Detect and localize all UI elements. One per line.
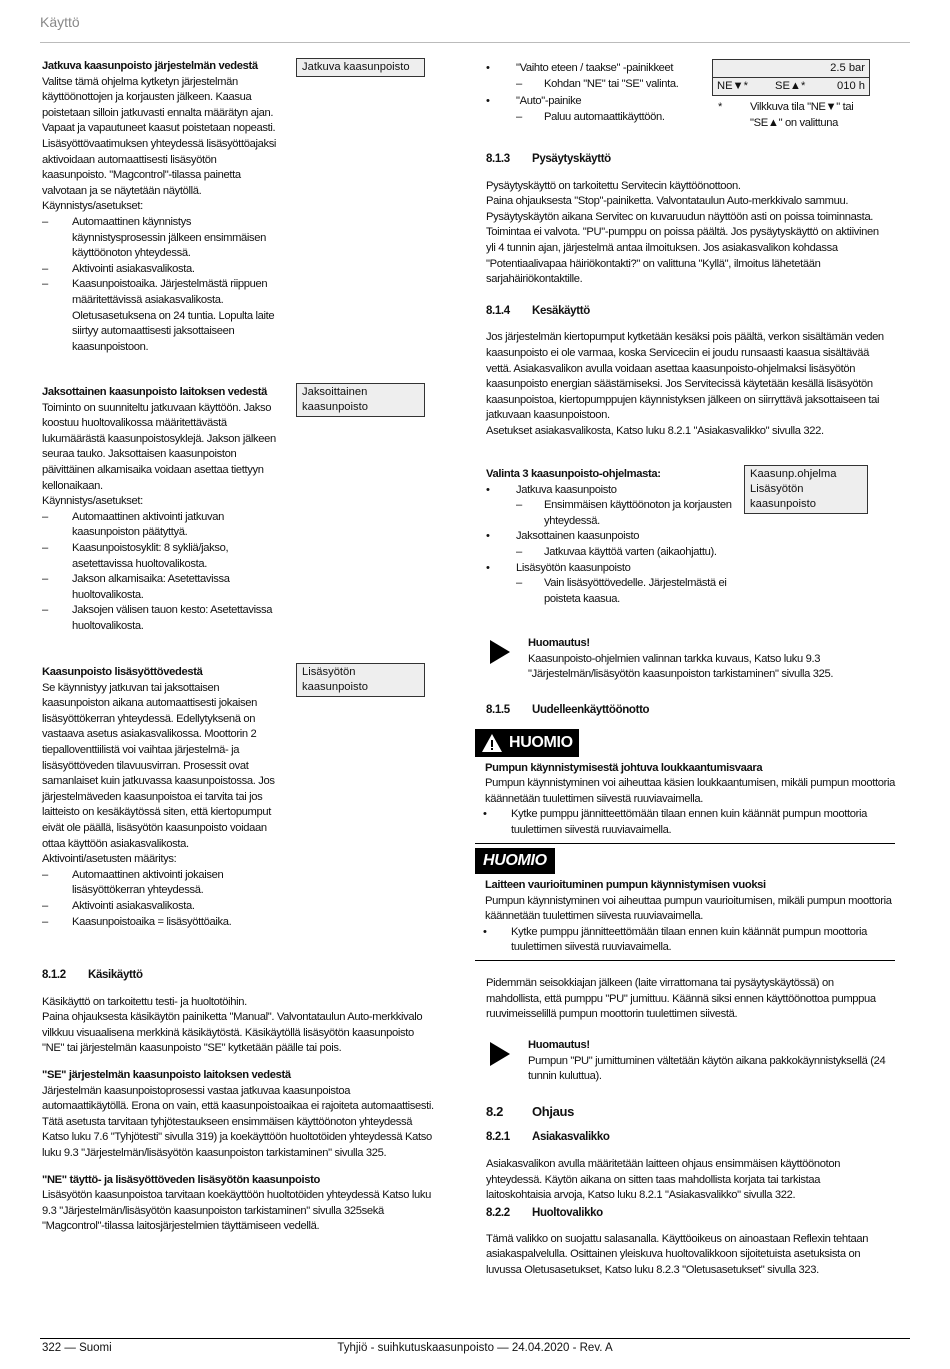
note-title: Huomautus! bbox=[528, 1039, 590, 1051]
header-rule bbox=[40, 42, 910, 43]
stop-p1: Pysäytyskäyttö on tarkoitettu Servitecin käyttöönottoon. bbox=[486, 179, 741, 192]
se-title: "SE" järjestelmän kaasunpoisto laitoksen vedestä bbox=[42, 1068, 291, 1081]
list-item: – Kaasunpoistosyklit: 8 sykliä/jakso, asetettavissa huoltovalikosta. bbox=[42, 541, 282, 572]
display-pressure: 2.5 bar bbox=[830, 62, 865, 74]
makeup-title: Kaasunpoisto lisäsyöttövedestä bbox=[42, 666, 203, 678]
summer-num: 8.1.4 bbox=[486, 304, 510, 317]
continuous-body: Valitse tämä ohjelma kytketyn järjestelmän käyttöönottojen ja korjausten jälkeen. Kaasua poistetaan silloin jatkuvasti ennalta määrätyn ajan. Vapaat ja vapautuneet kaasut poistetaan nopeasti. Lisäsyöttövaatimuksen yhteydessä lisäsyöttöajaksi aktivoidaan automaattisesti lisäsyötön kaasunpoisto. "Magcontrol"-tilassa painetta valvotaan ja se näytetään näytöllä. bbox=[42, 75, 277, 197]
list-item: • Jatkuva kaasunpoisto bbox=[486, 483, 736, 499]
notice-title: Laitteen vaurioituminen pumpun käynnistymisen vuoksi bbox=[485, 879, 766, 891]
continuous-label: Käynnistys/asetukset: bbox=[42, 200, 143, 213]
display-footnote bbox=[718, 100, 888, 131]
interval-body: Toiminto on suunniteltu jatkuvaan käyttöön. Jakso koostuu huoltovalikossa määritettävästä lukumäärästä kaasunpoistosyklejä. Jakson jälkeen seuraa tauko. Jaksottaisen kaasunpoiston päivittäinen alkamisaika voidaan asettaa tiettyyn kellonaikaan. bbox=[42, 401, 276, 492]
footer-rule bbox=[40, 1338, 910, 1339]
note-arrow-icon bbox=[490, 1042, 510, 1066]
section-continuous bbox=[42, 59, 282, 355]
service-title: Huoltovalikko bbox=[532, 1206, 603, 1219]
notice-body: Pumpun käynnistyminen voi aiheuttaa pumpun vaurioitumisen, mikäli pumpun moottoria käännetään tuulettimen siivesta ruuviavaimella. bbox=[485, 894, 892, 923]
caution-body: Pumpun käynnistyminen voi aiheuttaa käsien loukkaantumisen, mikäli pumpun moottoria käännetään tuulettimen siivestä ruuviavaimella. bbox=[485, 777, 895, 805]
list-item: – Jakson alkamisaika: Asetettavissa huoltovalikosta. bbox=[42, 572, 282, 603]
list-item: – Kaasunpoistoaika = lisäsyöttöaika. bbox=[42, 915, 282, 931]
list-item: • Lisäsyötön kaasunpoisto bbox=[486, 561, 736, 577]
list-item: – Ensimmäisen käyttöönoton ja korjausten yhteydessä. bbox=[486, 498, 736, 529]
stop-p2: Paina ohjauksesta "Stop"-painiketta. Valvontataulun Auto-merkkivalo sammuu. Pysäytyskäytön aikana Servitec on kuvaruudun näyttöön asti on poissa toiminnasta. Toimintaa ei valvota. "PU"-pumppu on poissa päältä. Jos pysäytyskäyttö on aktiivinen yli 4 tunnin ajan, järjestelmä antaa ilmoituksen. Jos asiakasvalikon kohdassa "Potentiaalivapaa häiriökontakti?" on valittuna "Kyllä", ilmoitus lähetetään sarjahäiriökontaktille. bbox=[486, 195, 879, 286]
list-item: – Paluu automaattikäyttöön. bbox=[486, 110, 701, 126]
summer-title: Kesäkäyttö bbox=[532, 304, 590, 317]
list-item: – Automaattinen aktivointi jokaisen lisäsyöttökerran yhteydessä. bbox=[42, 868, 282, 899]
list-item: – Kaasunpoistoaika. Järjestelmästä riippuen määritettävissä asiakasvalikosta. Oletusasetuksena on 24 tuntia. Lopulta laite siirtyy automaattisesti jaksottaiseen kaasunpoistoon. bbox=[42, 277, 282, 355]
program-box bbox=[744, 465, 868, 514]
footer-page: 322 — Suomi bbox=[42, 1342, 112, 1354]
section-makeup bbox=[42, 665, 282, 930]
caution-title: Pumpun käynnistymisestä johtuva loukkaantumisvaara bbox=[485, 761, 763, 774]
section-choice bbox=[486, 467, 736, 607]
footnote-text: Vilkkuva tila "NE▼" tai "SE▲" on valittuna bbox=[750, 101, 854, 129]
service-heading bbox=[486, 1206, 886, 1222]
manual-heading bbox=[42, 968, 437, 984]
display-se: SE▲* bbox=[775, 80, 806, 92]
list-item: – Aktivointi asiakasvalikosta. bbox=[42, 262, 282, 278]
label-box-interval: Jaksoittainen kaasunpoisto bbox=[296, 383, 425, 417]
label-box-makeup: Lisäsyötön kaasunpoisto bbox=[296, 663, 425, 697]
customer-body: Asiakasvalikon avulla määritetään laitteen ohjaus ensimmäisen käyttöönoton yhteydessä. Käytön aikana on sitten taas mahdollista korjata tai tarkistaa laitoskohtaisia arvoja, Katso luku 8.2.1 "Asiakasvalikko" sivulla 322. bbox=[486, 1158, 841, 1202]
interval-title: Jaksottainen kaasunpoisto laitoksen vedestä bbox=[42, 386, 267, 398]
list-item: – Aktivointi asiakasvalikosta. bbox=[42, 899, 282, 915]
note-arrow-icon bbox=[490, 640, 510, 664]
warning-triangle-icon bbox=[481, 733, 503, 753]
caution-badge bbox=[475, 729, 579, 757]
customer-heading bbox=[486, 1130, 886, 1146]
customer-title: Asiakasvalikko bbox=[532, 1130, 610, 1143]
note-pump bbox=[486, 1038, 886, 1085]
customer-num: 8.2.1 bbox=[486, 1130, 510, 1143]
stop-num: 8.1.3 bbox=[486, 153, 510, 165]
section-interval bbox=[42, 385, 282, 635]
list-item: – Automaattinen käynnistys käynnistysprosessin jälkeen ensimmäisen käyttöönoton yhteydessä. bbox=[42, 215, 282, 262]
summer-p2: Asetukset asiakasvalikosta, Katso luku 8.2.1 "Asiakasvalikko" sivulla 322. bbox=[486, 424, 824, 437]
note-body: Kaasunpoisto-ohjelmien valinnan tarkka kuvaus, Katso luku 9.3 "Järjestelmän/lisäsyötön kaasunpoiston tarkistaminen" sivulla 325. bbox=[528, 652, 834, 681]
list-item: • "Vaihto eteen / taakse" -painikkeet bbox=[486, 61, 701, 77]
controller-display bbox=[712, 59, 870, 96]
note-programs bbox=[486, 636, 886, 683]
makeup-label: Aktivointi/asetusten määritys: bbox=[42, 853, 177, 866]
control-num: 8.2 bbox=[486, 1104, 504, 1119]
restart-title: Uudelleenkäyttöönotto bbox=[532, 704, 650, 716]
caution-rule bbox=[475, 843, 895, 844]
program-box-line1: Kaasunp.ohjelma bbox=[750, 468, 837, 480]
ne-body: Lisäsyötön kaasunpoistoa tarvitaan koekäyttöön huoltotöiden yhteydessä Katso luku 9.3 "Järjestelmän/lisäsyötön kaasunpoiston tarkistaminen" sivulla 325sekä "Magcontrol"-tilassa laitosjärjestelmien täyttämiseen vedellä. bbox=[42, 1189, 431, 1233]
keys-list bbox=[486, 61, 701, 125]
notice-box bbox=[475, 848, 895, 961]
continuous-title: Jatkuva kaasunpoisto järjestelmän vedestä bbox=[42, 60, 258, 72]
service-body: Tämä valikko on suojattu salasanalla. Käyttöoikeus on ainoastaan Reflexin tehtaan asiakaspalvelulla. Osittainen yleiskuva huoltovalikkoon sijoitetuista asetuksista on luvussa Oletusasetukset, Katso luku 8.2.3 "Oletusasetukset" sivulla 323. bbox=[486, 1232, 869, 1276]
idle-paragraph: Pidemmän seisokkiajan jälkeen (laite virrattomana tai pysäytyskäytössä) on mahdollista, että pumppu "PU" jumittuu. Käännä siksi ennen käyttöönottoa pumppua ruuvimeisselillä pumpun moottorin tuulettimen siivestä. bbox=[486, 977, 876, 1021]
control-heading bbox=[486, 1104, 886, 1120]
choice-title: Valinta 3 kaasunpoisto-ohjelmasta: bbox=[486, 468, 661, 480]
list-item: • Jaksottainen kaasunpoisto bbox=[486, 529, 736, 545]
manual-p1: Käsikäyttö on tarkoitettu testi- ja huoltotöihin. bbox=[42, 995, 247, 1008]
makeup-body: Se käynnistyy jatkuvan tai jaksottaisen kaasunpoiston aikana automaattisesti jokaisen lisäsyöttökerran yhteydessä. Edellytyksenä on vastaava asetus asiakasvalikossa. Moottorin 2 tiepalloventtiilistä voi vaihtaa järjestelmä- ja lisäsyöttöveden tilavuusvirran. Prosessit ovat samanlaiset kuin jatkuvassa kaasunpoistossa. Jos järjestelmäveden kaasunpoistoa ei tarvita tai jos laitteisto on kesäkäytössä siten, että kiertopumput eivät ole päällä, lisäsyötön kaasunpoisto voidaan ottaa käyttöön asiakasvalikosta. bbox=[42, 681, 275, 850]
display-ne: NE▼* bbox=[717, 80, 748, 92]
list-item: • Kytke pumppu jännitteettömään tilaan ennen kuin käännät pumpun moottoria tuulettimen siivestä ruuviavaimella. bbox=[483, 925, 895, 956]
list-item: • Kytke pumppu jännitteettömään tilaan ennen kuin käännät pumpun moottoria tuulettimen siivestä ruuviavaimella. bbox=[483, 807, 895, 838]
caution-box bbox=[475, 729, 895, 844]
display-status-row bbox=[713, 77, 869, 95]
summer-p1: Jos järjestelmän kiertopumput kytketään kesäksi pois päältä, verkon sisältämän veden kaasunpoisto ei ole varmaa, koska Serviceciin ei joudu runsaasti kaasua sisältävää vettä. Asiakasvalikon avulla voidaan asettaa kaasunpoisto-ohjelmaksi lisäsyötön kaasunpoisto energian säästämiseksi. Jos Servitecissä käytetään kesällä lisäsyötön kaasunpoistoa, kiertopumppujen käynnistyksen jälkeen on siirryttävä jaksottaiseen tai jatkuvaan kaasunpoistoon. bbox=[486, 331, 884, 422]
list-item: – Vain lisäsyöttövedelle. Järjestelmästä ei poisteta kaasua. bbox=[486, 576, 736, 607]
interval-label: Käynnistys/asetukset: bbox=[42, 495, 143, 508]
manual-num: 8.1.2 bbox=[42, 969, 66, 981]
stop-heading bbox=[486, 152, 886, 168]
restart-num: 8.1.5 bbox=[486, 704, 510, 716]
ne-title: "NE" täyttö- ja lisäsyöttöveden lisäsyötön kaasunpoisto bbox=[42, 1173, 320, 1186]
footer-title: Tyhjiö - suihkutuskaasunpoisto — 24.04.2020 - Rev. A bbox=[337, 1342, 613, 1354]
section-control bbox=[486, 1104, 886, 1278]
summer-heading bbox=[486, 304, 886, 320]
label-box-continuous: Jatkuva kaasunpoisto bbox=[296, 58, 425, 77]
section-stop bbox=[486, 152, 886, 440]
caution-label: HUOMIO bbox=[509, 734, 573, 752]
manual-title: Käsikäyttö bbox=[88, 969, 143, 981]
section-tab: Käyttö bbox=[40, 14, 80, 30]
note-title: Huomautus! bbox=[528, 637, 590, 649]
restart-heading bbox=[486, 703, 886, 719]
list-item: – Kohdan "NE" tai "SE" valinta. bbox=[486, 77, 701, 93]
section-manual bbox=[42, 968, 437, 1235]
control-title: Ohjaus bbox=[532, 1104, 574, 1119]
notice-badge: HUOMIO bbox=[475, 848, 555, 874]
list-item: – Jatkuvaa käyttöä varten (aikaohjattu). bbox=[486, 545, 736, 561]
program-box-line2: Lisäsyötön kaasunpoisto bbox=[750, 483, 816, 510]
display-time: 010 h bbox=[837, 80, 865, 92]
service-num: 8.2.2 bbox=[486, 1206, 510, 1219]
manual-p2: Paina ohjauksesta käsikäytön painiketta "Manual". Valvontataulun Auto-merkkivalo vilkkuu visuaalisena merkkinä käsikäytöstä. Käsikäytöllä lisäsyötön kaasunpoisto "NE" tai järjestelmän kaasunpoisto "SE" kytketään päälle tai pois. bbox=[42, 1011, 423, 1055]
list-item: • "Auto"-painike bbox=[486, 94, 701, 110]
notice-rule bbox=[475, 960, 895, 961]
note-body: Pumpun "PU" jumittuminen vältetään käytön aikana pakkokäynnistyksellä (24 tunnin kuluttua). bbox=[528, 1054, 886, 1083]
se-body: Järjestelmän kaasunpoistoprosessi vastaa jatkuvaa kaasunpoistoa automaattikäytöllä. Erona on vain, että kaasunpoistoaikaa ei rajoiteta automaattisesti. Tätä asetusta tarvitaan tyhjötestaukseen ensimmäisen käyttöönoton yhteydessä Katso luku 7.6 "Tyhjötesti" sivulla 319) ja koekäyttöön huoltotöiden yhteydessä Katso luku 9.3 "Järjestelmän/lisäsyötön kaasunpoiston tarkistaminen" sivulla 325. bbox=[42, 1084, 434, 1159]
list-item: – Jaksojen välisen tauon kesto: Asetettavissa huoltovalikosta. bbox=[42, 603, 282, 634]
list-item: – Automaattinen aktivointi jatkuvan kaasunpoiston päätyttyä. bbox=[42, 510, 282, 541]
footnote-star: * bbox=[718, 101, 723, 113]
stop-title: Pysäytyskäyttö bbox=[532, 153, 611, 165]
